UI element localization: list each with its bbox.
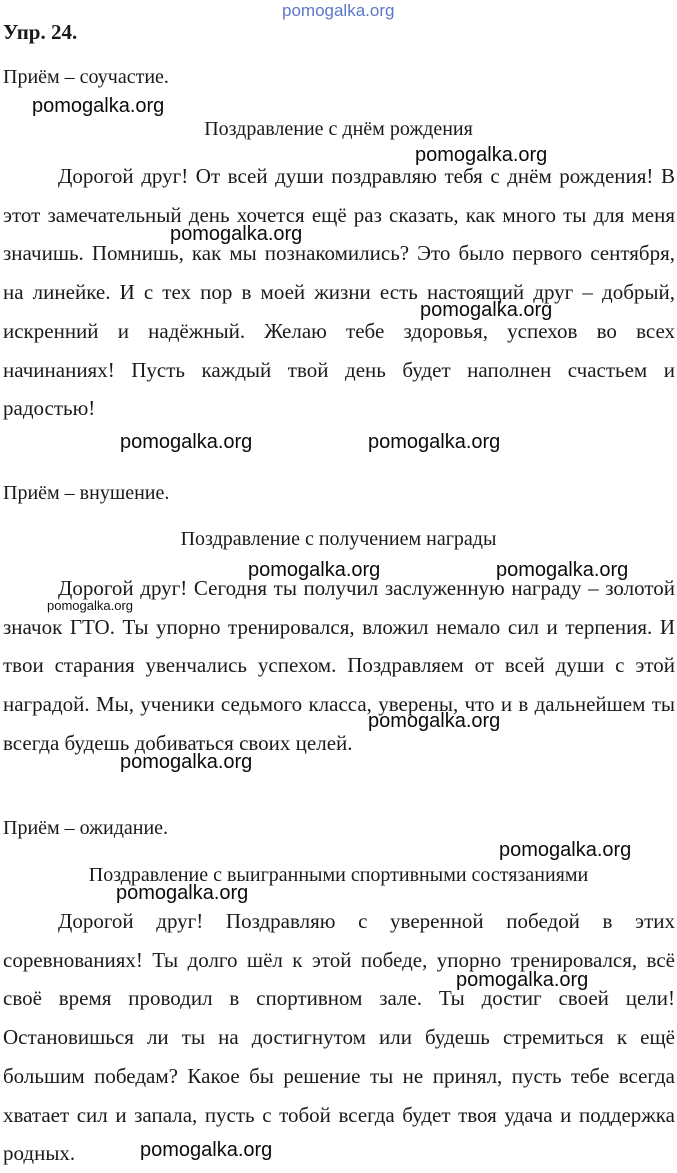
watermark: pomogalka.org bbox=[248, 559, 381, 581]
section-text-3: Дорогой друг! Поздравляю с уверенной победой в этих соревнованиях! Ты долго шёл к этой победе, упорно тренировался, всё своё время проводил в спортивном зале. Ты достиг своей цели! Остановишься ли ты на достигнутом или будешь стремиться к ещё большим победам? Какое бы решение ты не принял, пусть тебе всегда хватает сил и запала, пусть с тобой всегда будет твоя удача и поддержка родных. bbox=[3, 909, 675, 1166]
watermark: pomogalka.org bbox=[456, 969, 589, 991]
technique-label-2: Приём – внушение. bbox=[3, 482, 170, 504]
watermark: pomogalka.org bbox=[368, 431, 501, 453]
exercise-heading: Упр. 24. bbox=[3, 20, 78, 44]
watermark: pomogalka.org bbox=[368, 710, 501, 732]
watermark: pomogalka.org bbox=[120, 431, 253, 453]
watermark: pomogalka.org bbox=[420, 299, 553, 321]
watermark: pomogalka.org bbox=[496, 559, 629, 581]
watermark: pomogalka.org bbox=[170, 223, 303, 245]
section-title-2: Поздравление с получением награды bbox=[180, 528, 497, 550]
site-header-watermark: pomogalka.org bbox=[282, 1, 395, 20]
watermark: pomogalka.org bbox=[116, 882, 249, 904]
technique-label-1: Приём – соучастие. bbox=[3, 66, 169, 88]
watermark: pomogalka.org bbox=[120, 751, 253, 773]
section-title-3: Поздравление с выигранными спортивными состязаниями bbox=[88, 864, 589, 886]
technique-label-3: Приём – ожидание. bbox=[3, 817, 169, 839]
watermark: pomogalka.org bbox=[415, 144, 548, 166]
watermark: pomogalka.org bbox=[499, 839, 632, 861]
watermark: pomogalka.org bbox=[140, 1139, 273, 1161]
section-text-2: Дорогой друг! Сегодня ты получил заслуженную награду – золотой значок ГТО. Ты упорно тренировался, вложил немало сил и терпения. И твои старания увенчались успехом. Поздравляем от всей души с этой наградой. Мы, ученики седьмого класса, уверены, что и в дальнейшем ты всегда будешь добиваться своих целей. bbox=[3, 576, 675, 755]
section-title-1: Поздравление с днём рождения bbox=[204, 118, 473, 140]
watermark: pomogalka.org bbox=[32, 95, 165, 117]
watermark: pomogalka.org bbox=[47, 598, 133, 613]
section-text-1: Дорогой друг! От всей души поздравляю тебя с днём рождения! В этот замечательный день хочется ещё раз сказать, как много ты для меня значишь. Помнишь, как мы познакомились? Это было первого сентября, на линейке. И с тех пор в моей жизни есть настоящий друг – добрый, искренний и надёжный. Желаю тебе здоровья, успехов во всех начинаниях! Пусть каждый твой день будет наполнен счастьем и радостью! bbox=[3, 164, 675, 421]
